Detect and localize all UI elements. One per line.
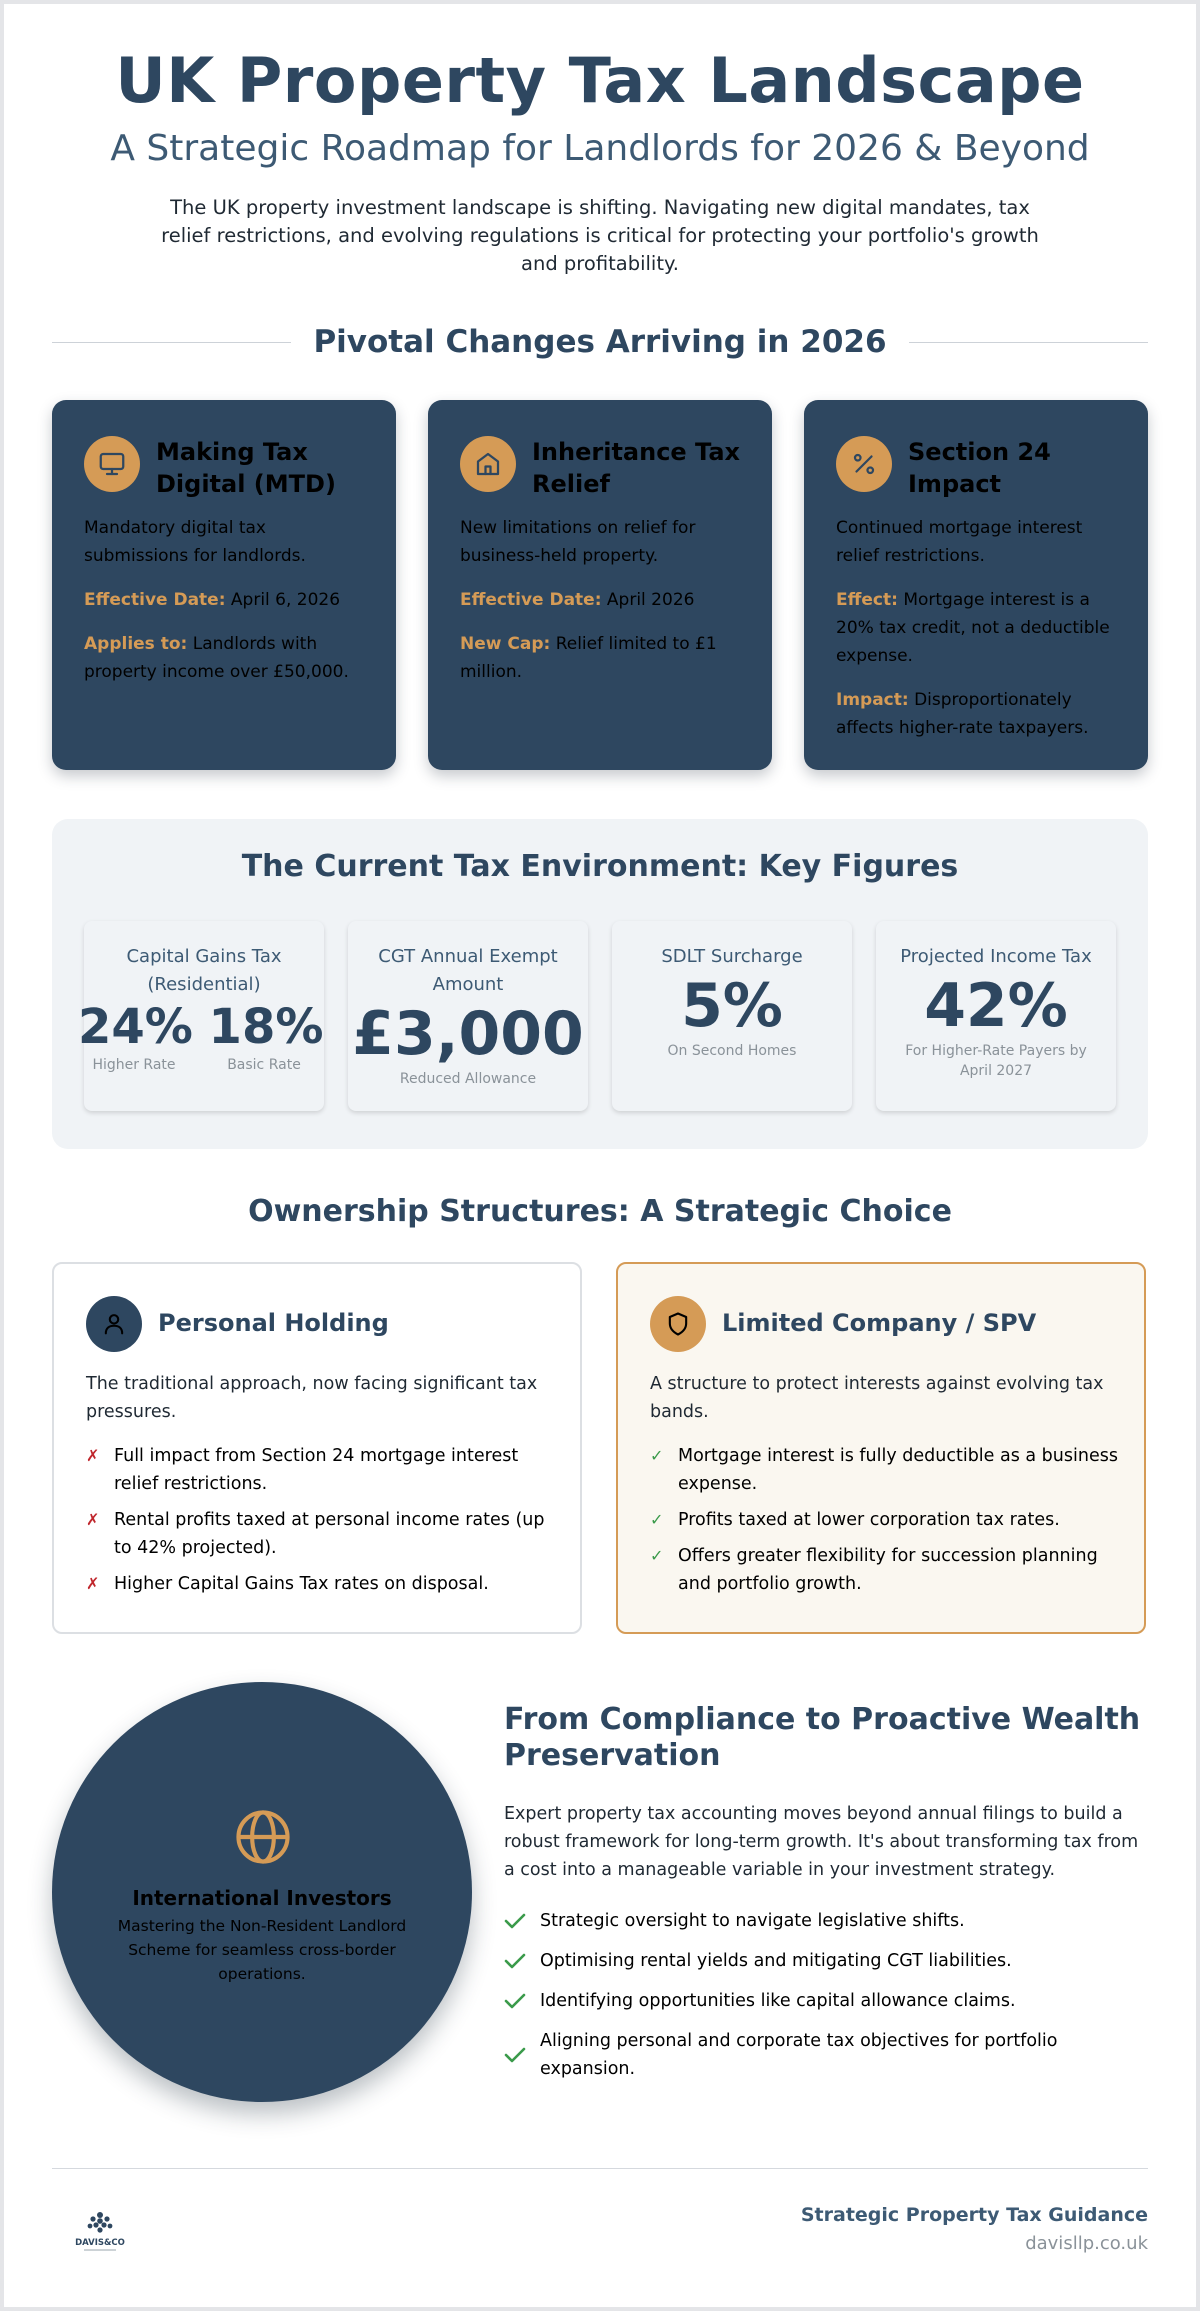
detail-label: Effective Date: xyxy=(84,590,226,610)
globe-icon xyxy=(232,1806,294,1868)
income-caption: For Higher-Rate Payers by April 2027 xyxy=(905,1043,1087,1079)
list-item xyxy=(504,1907,1144,1935)
list-item xyxy=(650,1542,1120,1598)
ownership-list xyxy=(650,1442,1120,1606)
figure-income xyxy=(876,921,1116,1111)
logo-text: DAVIS&CO xyxy=(75,2238,125,2248)
circle-title: International Investors xyxy=(132,1886,392,1910)
card-detail xyxy=(836,586,1121,670)
card-title: Making Tax Digital (MTD) xyxy=(156,438,336,498)
ownership-list xyxy=(86,1442,556,1606)
list-item-text: Rental profits taxed at personal income rates (up to 42% projected). xyxy=(114,1510,545,1558)
page-title: UK Property Tax Landscape xyxy=(115,44,1085,117)
ownership-heading: Ownership Structures: A Strategic Choice xyxy=(248,1194,952,1229)
page-subtitle: A Strategic Roadmap for Landlords for 2026 & Beyond xyxy=(110,128,1090,169)
list-item-text: Strategic oversight to navigate legislative shifts. xyxy=(540,1911,965,1931)
list-item xyxy=(650,1506,1120,1534)
circle-text: Mastering the Non-Resident Landlord Scheme for seamless cross-border operations. xyxy=(117,1917,407,1983)
figure-cgt xyxy=(78,921,324,1111)
cgt-higher-value: 24% xyxy=(78,999,193,1055)
list-item-text: Aligning personal and corporate tax objectives for portfolio expansion. xyxy=(540,2031,1058,2079)
divider-line xyxy=(909,342,1148,343)
list-item xyxy=(504,1947,1144,1975)
cross-icon: ✗ xyxy=(86,1446,100,1465)
proactive-heading: From Compliance to Proactive Wealth Preservation xyxy=(504,1702,1141,1773)
card-detail xyxy=(460,586,745,614)
cgt-higher-caption: Higher Rate xyxy=(92,1057,176,1073)
list-item-text: Profits taxed at lower corporation tax rates. xyxy=(678,1510,1060,1530)
list-item xyxy=(86,1506,556,1562)
international-investors-circle xyxy=(52,1682,472,2102)
list-item-text: Higher Capital Gains Tax rates on disposal. xyxy=(114,1574,489,1594)
card-title: Inheritance Tax Relief xyxy=(532,438,741,498)
card-section24 xyxy=(804,400,1148,770)
card-detail xyxy=(836,686,1121,742)
check-icon xyxy=(504,2027,526,2083)
ownership-title: Personal Holding xyxy=(158,1309,389,1337)
card-description: New limitations on relief for business-held property. xyxy=(460,518,696,566)
page xyxy=(4,4,1196,2307)
check-icon: ✓ xyxy=(650,1546,664,1565)
detail-label: Effect: xyxy=(836,590,898,610)
detail-label: New Cap: xyxy=(460,634,551,654)
card-title: Section 24 Impact xyxy=(908,438,1051,498)
detail-value: April 6, 2026 xyxy=(230,590,341,610)
sdlt-value: 5% xyxy=(681,971,783,1041)
card-mtd xyxy=(52,400,396,770)
footer-url[interactable]: davisllp.co.uk xyxy=(1025,2233,1148,2254)
list-item xyxy=(504,2027,1144,2083)
detail-label: Applies to: xyxy=(84,634,188,654)
cgt-basic-value: 18% xyxy=(208,999,324,1055)
figure-sdlt xyxy=(612,921,852,1111)
card-description: Mandatory digital tax submissions for landlords. xyxy=(84,518,306,566)
footer-title: Strategic Property Tax Guidance xyxy=(800,2204,1148,2226)
check-icon xyxy=(504,1987,526,2015)
card-description: Continued mortgage interest relief restrictions. xyxy=(836,518,1083,566)
list-item-text: Mortgage interest is fully deductible as a business expense. xyxy=(678,1446,1118,1494)
intro-text: The UK property investment landscape is shifting. Navigating new digital mandates, tax relief restrictions, and evolving regulations is critical for protecting your portfolio's growth and profitability. xyxy=(161,196,1039,275)
person-icon xyxy=(86,1296,142,1352)
check-icon xyxy=(504,1907,526,1935)
card-detail xyxy=(84,630,369,686)
ownership-description: The traditional approach, now facing significant tax pressures. xyxy=(86,1374,538,1422)
figure-label: CGT Annual Exempt Amount xyxy=(378,946,558,995)
list-item xyxy=(504,1987,1144,2015)
shield-icon xyxy=(650,1296,706,1352)
pivotal-heading xyxy=(52,322,1148,362)
figure-exempt xyxy=(348,921,588,1111)
ownership-title: Limited Company / SPV xyxy=(722,1309,1037,1337)
exempt-value: £3,000 xyxy=(352,999,584,1069)
pivotal-heading-text: Pivotal Changes Arriving in 2026 xyxy=(313,324,887,360)
detail-value: Landlords with property income over £50,000. xyxy=(84,634,349,682)
footer-divider xyxy=(52,2168,1148,2169)
detail-value: April 2026 xyxy=(606,590,695,610)
monitor-icon xyxy=(84,436,140,492)
detail-value: Disproportionately affects higher-rate taxpayers. xyxy=(836,690,1089,738)
detail-label: Effective Date: xyxy=(460,590,602,610)
house-icon xyxy=(460,436,516,492)
list-item-text: Identifying opportunities like capital allowance claims. xyxy=(540,1991,1016,2011)
company-logo xyxy=(72,2206,128,2256)
cross-icon: ✗ xyxy=(86,1574,100,1593)
figure-label: Projected Income Tax xyxy=(900,946,1092,967)
cross-icon: ✗ xyxy=(86,1510,100,1529)
check-icon xyxy=(504,1947,526,1975)
sdlt-caption: On Second Homes xyxy=(667,1043,797,1059)
proactive-list xyxy=(504,1907,1144,2095)
card-limited-company xyxy=(616,1262,1146,1634)
detail-value: Mortgage interest is a 20% tax credit, not a deductible expense. xyxy=(836,590,1110,666)
exempt-caption: Reduced Allowance xyxy=(399,1071,537,1087)
figure-label: Capital Gains Tax (Residential) xyxy=(126,946,282,995)
key-figures-panel xyxy=(52,819,1148,1149)
divider-line xyxy=(52,342,291,343)
card-personal-holding xyxy=(52,1262,582,1634)
list-item-text: Optimising rental yields and mitigating CGT liabilities. xyxy=(540,1951,1012,1971)
figure-label: SDLT Surcharge xyxy=(661,946,803,967)
list-item xyxy=(86,1570,556,1598)
ownership-description: A structure to protect interests against evolving tax bands. xyxy=(650,1374,1104,1422)
list-item-text: Full impact from Section 24 mortgage interest relief restrictions. xyxy=(114,1446,519,1494)
list-item xyxy=(650,1442,1120,1498)
list-item xyxy=(86,1442,556,1498)
check-icon: ✓ xyxy=(650,1446,664,1465)
proactive-text: Expert property tax accounting moves beyond annual filings to build a robust framework for long-term growth. It's about transforming tax from a cost into a manageable variable in your investment strategy. xyxy=(504,1804,1139,1880)
cgt-basic-caption: Basic Rate xyxy=(227,1057,301,1073)
detail-label: Impact: xyxy=(836,690,909,710)
card-detail xyxy=(460,630,745,686)
list-item-text: Offers greater flexibility for succession planning and portfolio growth. xyxy=(678,1546,1098,1594)
detail-value: Relief limited to £1 million. xyxy=(460,634,717,682)
percent-icon xyxy=(836,436,892,492)
key-figures-heading: The Current Tax Environment: Key Figures xyxy=(241,849,959,884)
check-icon: ✓ xyxy=(650,1510,664,1529)
card-inheritance xyxy=(428,400,772,770)
card-detail xyxy=(84,586,369,614)
income-value: 42% xyxy=(924,971,1068,1041)
